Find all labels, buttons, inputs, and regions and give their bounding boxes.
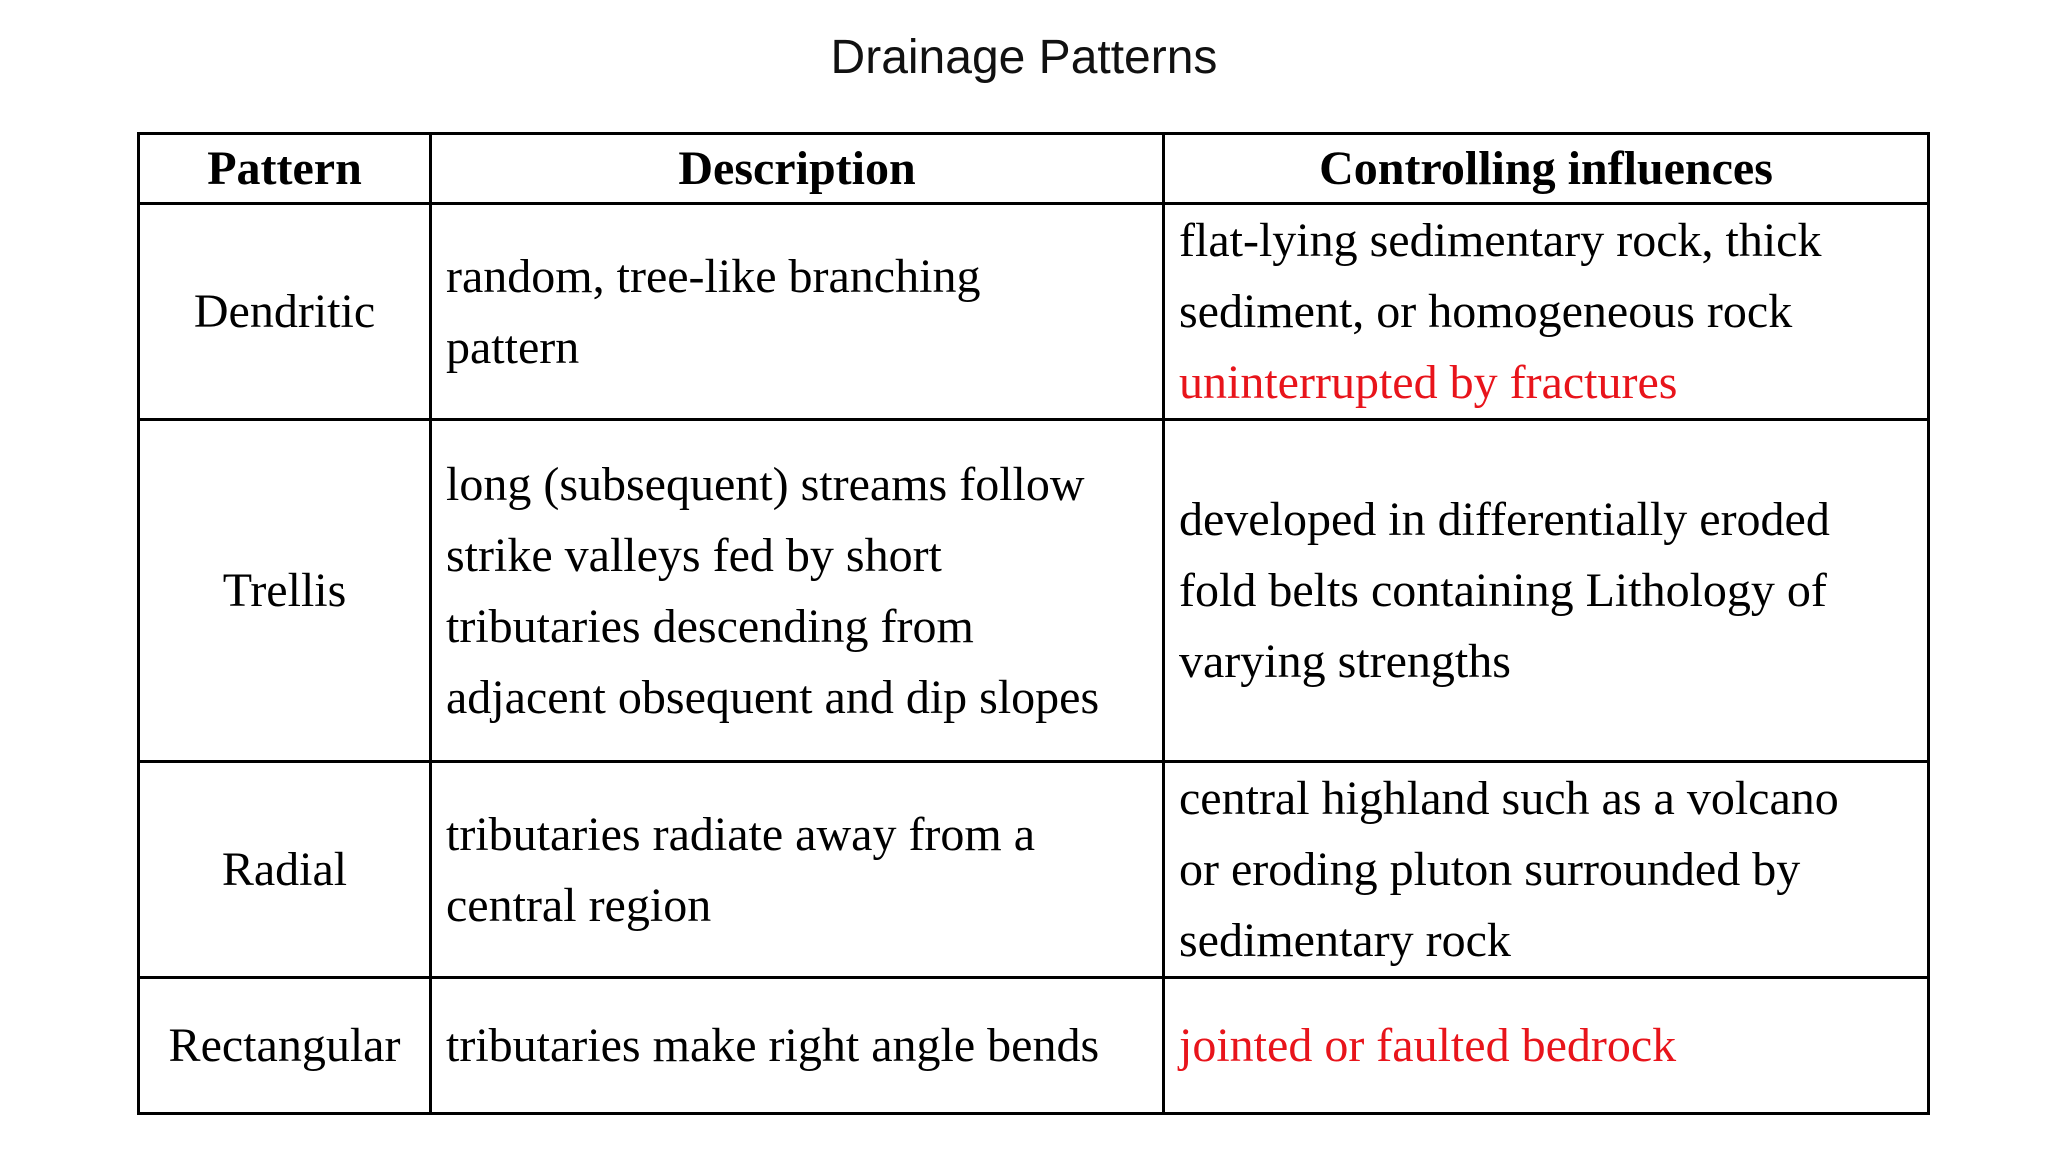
influences-line: sedimentary rock [1179,914,1511,967]
pattern-cell: Dendritic [139,204,431,420]
description-line: random, tree-like branching [446,249,981,303]
header-controlling-influences: Controlling influences [1164,134,1929,204]
description-line: tributaries radiate away from a [446,807,1036,861]
description-cell [431,204,1164,420]
page-title: Drainage Patterns [830,31,1218,84]
description-line: pattern [446,320,580,374]
pattern-cell: Rectangular [139,978,431,1114]
influences-highlight-line: jointed or faulted bedrock [1179,1019,1677,1072]
pattern-cell: Trellis [139,420,431,762]
header-description: Description [431,134,1164,204]
influences-line: fold belts containing Lithology of [1179,564,1827,617]
description-line: strike valleys fed by short [446,528,942,582]
influences-line: flat-lying sedimentary rock, thick [1179,214,1822,267]
table-row-rectangular [139,978,1929,1114]
description-line: long (subsequent) streams follow [446,457,1085,511]
influences-line: or eroding pluton surrounded by [1179,843,1801,896]
table-row-dendritic [139,204,1929,420]
description-cell [431,978,1164,1114]
influences-line: central highland such as a volcano [1179,772,1839,825]
influences-cell [1164,204,1929,420]
table-row-trellis [139,420,1929,762]
influences-cell [1164,420,1929,762]
description-cell [431,420,1164,762]
influences-cell [1164,978,1929,1114]
description-cell [431,762,1164,978]
influences-highlight-line: uninterrupted by fractures [1179,356,1678,409]
influences-line: sediment, or homogeneous rock [1179,285,1793,338]
table-header-row [139,134,1929,204]
description-line: tributaries descending from [446,599,974,653]
table-row-radial [139,762,1929,978]
description-line: adjacent obsequent and dip slopes [446,670,1100,724]
description-line: tributaries make right angle bends [446,1019,1100,1072]
description-line: central region [446,878,712,932]
pattern-cell: Radial [139,762,431,978]
header-pattern: Pattern [139,134,431,204]
influences-line: developed in differentially eroded [1179,493,1830,546]
influences-line: varying strengths [1179,635,1511,688]
drainage-patterns-table [137,132,1930,1115]
influences-cell [1164,762,1929,978]
